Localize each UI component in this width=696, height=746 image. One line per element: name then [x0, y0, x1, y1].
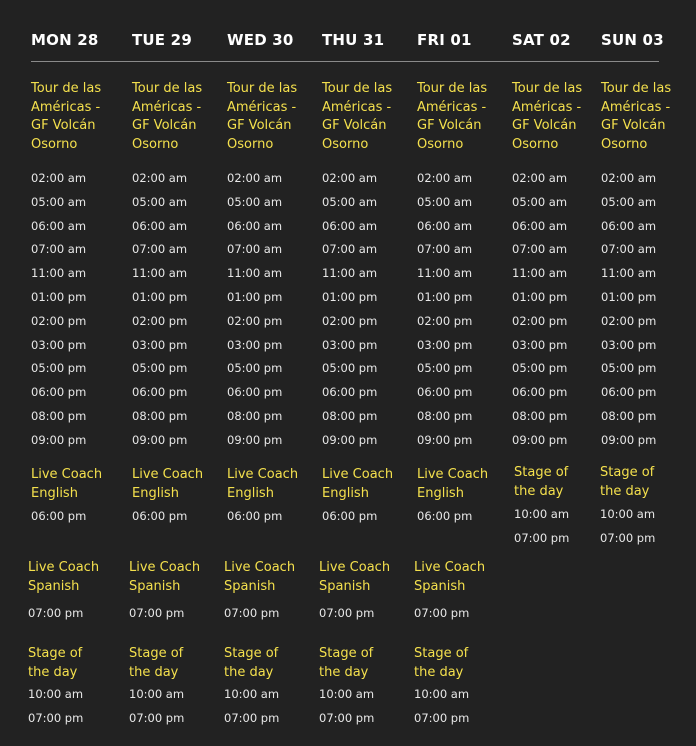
event-time: 05:00 am — [227, 194, 283, 209]
event-time: 06:00 pm — [227, 385, 283, 400]
event-time: 02:00 am — [417, 171, 473, 185]
event-time: 05:00 pm — [417, 361, 473, 376]
event-title: Stage of — [514, 465, 569, 480]
event-title: the day — [224, 664, 274, 680]
event-time: 05:00 am — [417, 194, 473, 209]
event-title: Live Coach — [414, 560, 486, 575]
event-title: Américas - — [322, 99, 392, 115]
event-title: Osorno — [322, 136, 369, 152]
event-time: 06:00 am — [417, 218, 473, 233]
event-time: 11:00 am — [512, 266, 568, 281]
event-title: Américas - — [512, 99, 582, 115]
event-time: 07:00 pm — [414, 606, 470, 620]
event-title: Spanish — [319, 578, 371, 594]
event-title: GF Volcán — [132, 118, 197, 133]
event-title: Live Coach — [322, 467, 394, 482]
header-divider — [31, 61, 659, 62]
event-title: Live Coach — [132, 467, 204, 482]
event-time: 02:00 am — [601, 171, 657, 185]
event-title: Spanish — [28, 578, 80, 594]
event-time: 05:00 pm — [601, 361, 657, 376]
event-time: 07:00 pm — [129, 606, 185, 620]
event-title: Tour de las — [512, 81, 583, 96]
event-time: 08:00 pm — [601, 409, 657, 423]
event-time: 05:00 am — [31, 194, 87, 209]
event-time: 02:00 pm — [227, 313, 283, 328]
event-title: Osorno — [417, 136, 464, 152]
event-title: GF Volcán — [512, 118, 577, 133]
event-time: 06:00 am — [512, 218, 568, 233]
event-time: 10:00 am — [224, 687, 280, 701]
event-title: Osorno — [227, 136, 274, 152]
event-title: Spanish — [414, 578, 466, 594]
event-title: Spanish — [129, 578, 181, 594]
event-time: 08:00 pm — [417, 409, 473, 423]
event-time: 01:00 pm — [512, 290, 568, 304]
event-time: 01:00 pm — [601, 290, 657, 304]
event-time: 05:00 pm — [132, 361, 188, 376]
event-time: 02:00 pm — [417, 313, 473, 328]
event-title: Tour de las — [322, 81, 393, 96]
event-title: Osorno — [512, 136, 559, 152]
day-header: THU 31 — [322, 31, 385, 49]
event-time: 03:00 pm — [322, 337, 378, 352]
event-time: 07:00 am — [227, 242, 283, 257]
event-title: GF Volcán — [31, 118, 96, 133]
event-time: 02:00 pm — [31, 313, 87, 328]
event-title: Live Coach — [31, 467, 103, 482]
event-time: 07:00 pm — [319, 711, 375, 725]
event-title: Tour de las — [601, 81, 672, 96]
event-title: English — [31, 485, 78, 501]
day-header: SUN 03 — [601, 31, 664, 49]
event-title: the day — [319, 664, 369, 680]
event-time: 07:00 am — [132, 242, 188, 257]
event-title: Américas - — [601, 99, 671, 115]
event-time: 08:00 pm — [512, 409, 568, 423]
event-time: 10:00 am — [129, 687, 185, 701]
day-header: FRI 01 — [417, 31, 472, 49]
event-time: 05:00 am — [132, 194, 188, 209]
event-title: Live Coach — [319, 560, 391, 575]
event-time: 06:00 am — [601, 218, 657, 233]
event-time: 06:00 am — [227, 218, 283, 233]
event-time: 01:00 pm — [227, 290, 283, 304]
event-time: 07:00 pm — [28, 606, 84, 620]
event-title: GF Volcán — [322, 118, 387, 133]
event-time: 06:00 pm — [132, 385, 188, 400]
event-time: 10:00 am — [28, 687, 84, 701]
event-title: Stage of — [319, 646, 374, 661]
event-time: 07:00 am — [417, 242, 473, 257]
event-title: the day — [129, 664, 179, 680]
event-time: 06:00 pm — [322, 509, 378, 523]
event-title: Osorno — [31, 136, 78, 152]
event-time: 09:00 pm — [132, 432, 188, 447]
event-title: English — [322, 485, 369, 501]
event-time: 06:00 am — [132, 218, 188, 233]
event-time: 06:00 pm — [227, 509, 283, 523]
event-time: 02:00 pm — [601, 313, 657, 328]
event-title: Stage of — [224, 646, 279, 661]
event-time: 03:00 pm — [601, 337, 657, 352]
event-time: 07:00 am — [512, 242, 568, 257]
event-time: 06:00 pm — [132, 509, 188, 523]
event-time: 11:00 am — [227, 266, 283, 281]
event-title: the day — [28, 664, 78, 680]
event-time: 09:00 pm — [417, 432, 473, 447]
event-time: 09:00 pm — [512, 432, 568, 447]
day-header: SAT 02 — [512, 31, 571, 49]
event-time: 06:00 pm — [601, 385, 657, 400]
event-time: 08:00 pm — [227, 409, 283, 423]
event-title: the day — [600, 483, 650, 499]
event-time: 03:00 pm — [512, 337, 568, 352]
event-title: Live Coach — [224, 560, 296, 575]
event-time: 05:00 pm — [227, 361, 283, 376]
event-time: 03:00 pm — [132, 337, 188, 352]
event-time: 02:00 am — [132, 171, 188, 185]
event-time: 07:00 pm — [224, 711, 280, 725]
event-time: 08:00 pm — [322, 409, 378, 423]
event-time: 07:00 pm — [129, 711, 185, 725]
event-time: 06:00 pm — [31, 509, 87, 523]
event-time: 07:00 am — [601, 242, 657, 257]
event-time: 11:00 am — [601, 266, 657, 281]
event-time: 05:00 am — [512, 194, 568, 209]
event-time: 03:00 pm — [417, 337, 473, 352]
event-time: 02:00 am — [322, 171, 378, 185]
event-time: 07:00 pm — [414, 711, 470, 725]
event-time: 07:00 pm — [28, 711, 84, 725]
event-time: 06:00 pm — [417, 509, 473, 523]
event-title: Stage of — [28, 646, 83, 661]
event-time: 11:00 am — [417, 266, 473, 281]
event-time: 06:00 am — [31, 218, 87, 233]
event-time: 02:00 am — [227, 171, 283, 185]
event-title: GF Volcán — [417, 118, 482, 133]
event-title: English — [227, 485, 274, 501]
event-title: Stage of — [129, 646, 184, 661]
event-time: 03:00 pm — [227, 337, 283, 352]
event-time: 05:00 am — [322, 194, 378, 209]
event-title: Stage of — [600, 465, 655, 480]
event-time: 01:00 pm — [31, 290, 87, 304]
event-time: 09:00 pm — [227, 432, 283, 447]
event-time: 09:00 pm — [601, 432, 657, 447]
event-title: Osorno — [601, 136, 648, 152]
event-title: Osorno — [132, 136, 179, 152]
event-title: GF Volcán — [601, 118, 666, 133]
day-header: TUE 29 — [132, 31, 192, 49]
event-title: Live Coach — [227, 467, 299, 482]
event-time: 11:00 am — [132, 266, 188, 281]
event-time: 05:00 am — [601, 194, 657, 209]
event-time: 06:00 pm — [512, 385, 568, 400]
event-time: 06:00 pm — [417, 385, 473, 400]
event-title: Live Coach — [417, 467, 489, 482]
event-time: 01:00 pm — [322, 290, 378, 304]
event-time: 08:00 pm — [132, 409, 188, 423]
event-time: 07:00 am — [322, 242, 378, 257]
event-time: 10:00 am — [600, 507, 656, 521]
event-title: Américas - — [31, 99, 101, 115]
event-time: 02:00 am — [512, 171, 568, 185]
event-time: 01:00 pm — [132, 290, 188, 304]
event-time: 09:00 pm — [31, 432, 87, 447]
event-time: 06:00 am — [322, 218, 378, 233]
event-title: Spanish — [224, 578, 276, 594]
event-time: 06:00 pm — [31, 385, 87, 400]
event-time: 06:00 pm — [322, 385, 378, 400]
event-time: 10:00 am — [514, 507, 570, 521]
day-header: WED 30 — [227, 31, 294, 49]
event-time: 02:00 am — [31, 171, 87, 185]
event-title: Tour de las — [132, 81, 203, 96]
event-title: Tour de las — [417, 81, 488, 96]
event-time: 07:00 am — [31, 242, 87, 257]
event-title: GF Volcán — [227, 118, 292, 133]
event-time: 07:00 pm — [600, 531, 656, 545]
event-time: 07:00 pm — [514, 531, 570, 545]
event-time: 05:00 pm — [512, 361, 568, 376]
event-title: the day — [414, 664, 464, 680]
event-title: Live Coach — [129, 560, 201, 575]
event-time: 10:00 am — [414, 687, 470, 701]
event-time: 02:00 pm — [322, 313, 378, 328]
event-title: Tour de las — [227, 81, 298, 96]
event-title: English — [417, 485, 464, 501]
event-time: 05:00 pm — [322, 361, 378, 376]
event-time: 02:00 pm — [132, 313, 188, 328]
event-title: Live Coach — [28, 560, 100, 575]
event-title: the day — [514, 483, 564, 499]
event-time: 10:00 am — [319, 687, 375, 701]
event-time: 11:00 am — [31, 266, 87, 281]
event-title: English — [132, 485, 179, 501]
event-time: 07:00 pm — [319, 606, 375, 620]
event-time: 09:00 pm — [322, 432, 378, 447]
event-title: Américas - — [227, 99, 297, 115]
day-header: MON 28 — [31, 31, 99, 49]
event-title: Américas - — [417, 99, 487, 115]
event-time: 03:00 pm — [31, 337, 87, 352]
event-time: 08:00 pm — [31, 409, 87, 423]
event-time: 07:00 pm — [224, 606, 280, 620]
event-title: Américas - — [132, 99, 202, 115]
event-time: 05:00 pm — [31, 361, 87, 376]
event-title: Tour de las — [31, 81, 102, 96]
event-title: Stage of — [414, 646, 469, 661]
event-time: 11:00 am — [322, 266, 378, 281]
event-time: 02:00 pm — [512, 313, 568, 328]
event-time: 01:00 pm — [417, 290, 473, 304]
